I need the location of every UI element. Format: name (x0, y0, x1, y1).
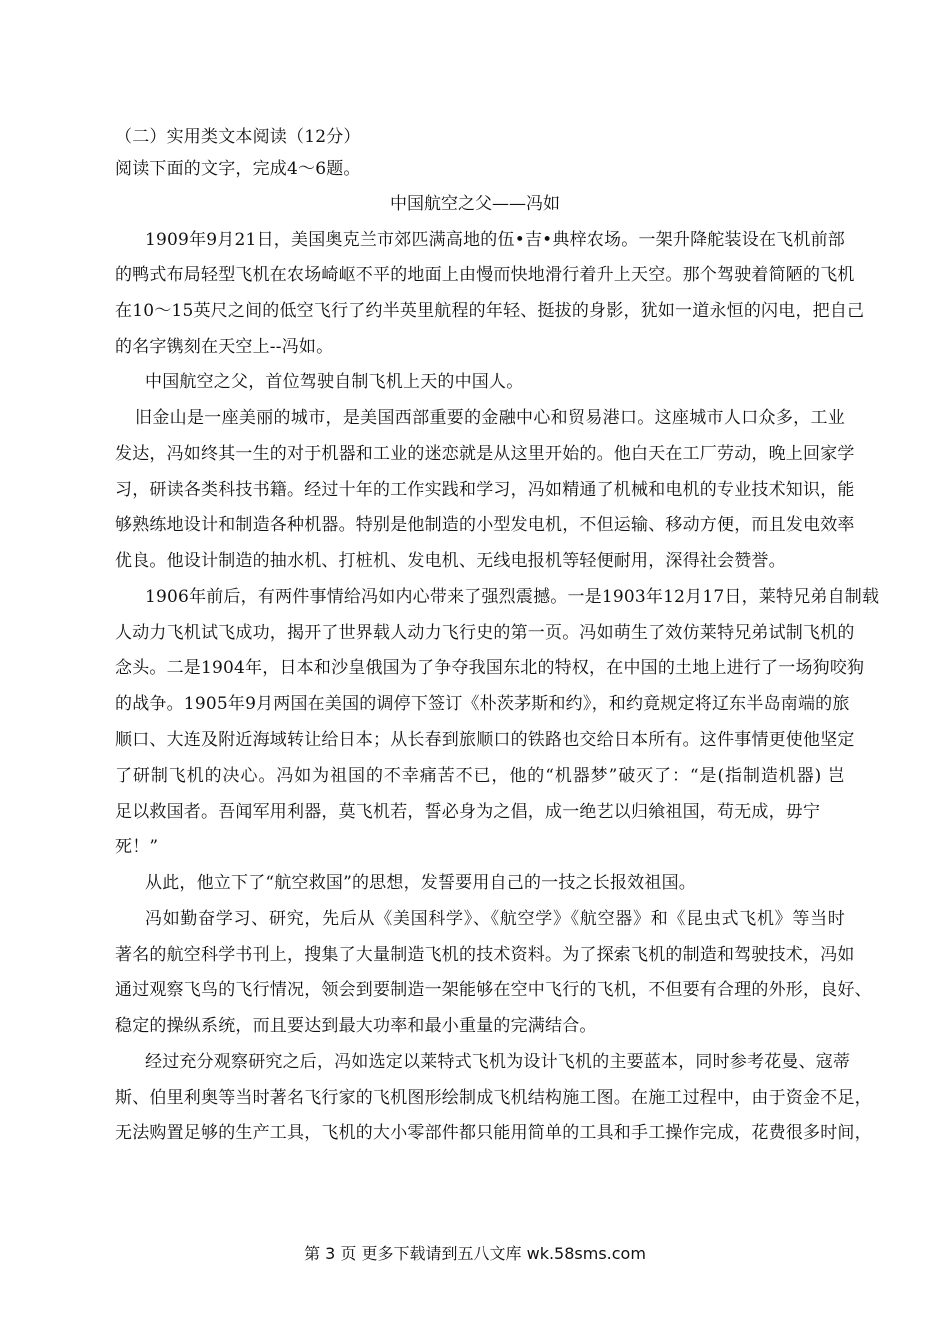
text-line: 冯如勤奋学习、研究，先后从《美国科学》、《航空学》《航空器》和《昆虫式飞机》等当时 (145, 909, 845, 929)
text-line: 著名的航空科学书刊上，搜集了大量制造飞机的技术资料。为了探索飞机的制造和驾驶技术，冯如 (115, 945, 855, 965)
text-line: 中国航空之父，首位驾驶自制飞机上天的中国人。 (145, 372, 524, 392)
text-line: 无法购置足够的生产工具，飞机的大小零部件都只能用简单的工具和手工操作完成，花费很多时间， (115, 1123, 872, 1143)
instruction-text: 阅读下面的文字，完成4～6题。 (115, 159, 361, 179)
text-line: 从此，他立下了“航空救国”的思想，发誓要用自己的一技之长报效祖国。 (145, 873, 696, 893)
text-line: 的鸭式布局轻型飞机在农场崎岖不平的地面上由慢而快地滑行着升上天空。那个驾驶着简陋的飞机 (115, 265, 855, 285)
article-title: 中国航空之父——冯如 (390, 194, 560, 214)
text-line: 旧金山是一座美丽的城市，是美国西部重要的金融中心和贸易港口。这座城市人口众多，工业 (135, 408, 845, 428)
text-line: 通过观察飞鸟的飞行情况，领会到要制造一架能够在空中飞行的飞机，不但要有合理的外形，良好、 (115, 980, 872, 1000)
text-line: 念头。二是1904年，日本和沙皇俄国为了争夺我国东北的特权，在中国的土地上进行了一场狗咬狗 (115, 658, 865, 678)
text-line: 的名字镌刻在天空上--冯如。 (115, 337, 334, 357)
text-line: 1909年9月21日，美国奥克兰市郊匹满高地的伍•吉•典梓农场。一架升降舵装设在飞机前部 (145, 230, 845, 250)
text-line: 优良。他设计制造的抽水机、打桩机、发电机、无线电报机等轻便耐用，深得社会赞誉。 (115, 551, 786, 571)
text-line: 斯、伯里利奥等当时著名飞行家的飞机图形绘制成飞机结构施工图。在施工过程中，由于资金不足， (115, 1088, 872, 1108)
text-line: 顺口、大连及附近海域转让给日本；从长春到旅顺口的铁路也交给日本所有。这件事情更使他坚定 (115, 730, 855, 750)
text-line: 经过充分观察研究之后，冯如选定以莱特式飞机为设计飞机的主要蓝本，同时参考花曼、寇蒂 (145, 1052, 851, 1072)
section-heading: （二）实用类文本阅读（12分） (115, 127, 361, 147)
text-line: 够熟练地设计和制造各种机器。特别是他制造的小型发电机，不但运输、移动方便，而且发电效率 (115, 515, 855, 535)
text-line: 1906年前后，有两件事情给冯如内心带来了强烈震撼。一是1903年12月17日，莱特兄弟自制载 (145, 587, 880, 607)
text-line: 了研制飞机的决心。冯如为祖国的不幸痛苦不已，他的“机器梦”破灭了：“是(指制造机器) 岂 (115, 766, 845, 786)
text-line: 稳定的操纵系统，而且要达到最大功率和最小重量的完满结合。 (115, 1016, 597, 1036)
text-line: 在10～15英尺之间的低空飞行了约半英里航程的年轻、挺拔的身影，犹如一道永恒的闪电，把自己 (115, 301, 865, 321)
text-line: 足以救国者。吾闻军用利器，莫飞机若，誓必身为之倡，成一绝艺以归飨祖国，苟无成，毋宁 (115, 802, 821, 822)
page-footer: 第 3 页 更多下载请到五八文库 wk.58sms.com (304, 1244, 646, 1263)
text-line: 的战争。1905年9月两国在美国的调停下签订《朴茨茅斯和约》，和约竟规定将辽东半岛南端的旅 (115, 694, 850, 714)
text-line: 人动力飞机试飞成功，揭开了世界载人动力飞行史的第一页。冯如萌生了效仿莱特兄弟试制飞机的 (115, 623, 855, 643)
text-line: 习，研读各类科技书籍。经过十年的工作实践和学习，冯如精通了机械和电机的专业技术知识，能 (115, 480, 855, 500)
text-line: 发达，冯如终其一生的对于机器和工业的迷恋就是从这里开始的。他白天在工厂劳动，晚上回家学 (115, 444, 855, 464)
text-line: 死！” (115, 837, 159, 857)
